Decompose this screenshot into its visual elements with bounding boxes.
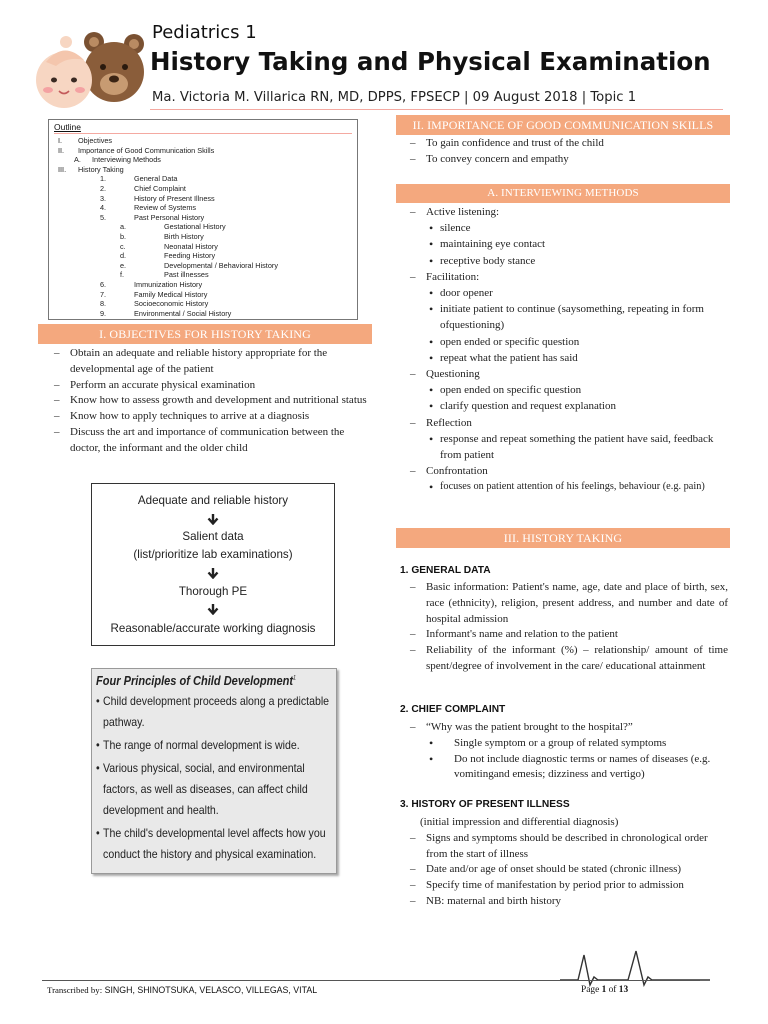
baby-and-bear-logo <box>34 28 146 114</box>
communication-banner: II. IMPORTANCE OF GOOD COMMUNICATION SKILLS <box>396 115 730 135</box>
outline-row-text: Socioeconomic History <box>134 299 209 309</box>
outline-row-number: II. <box>58 145 65 155</box>
list-item: • The child's developmental level affects how you conduct the history and physical examination. <box>96 823 331 865</box>
outline-row <box>54 146 352 156</box>
page-number <box>581 985 628 995</box>
outline-row <box>54 270 352 280</box>
list-item: – “Why was the patient brought to the hospital?” <box>404 720 728 736</box>
list-item: – Discuss the art and importance of communication between the doctor, the informant and the older child <box>48 425 370 457</box>
outline-row-number: 3. <box>100 193 107 203</box>
outline-row <box>54 155 352 165</box>
flow-step: Reasonable/accurate working diagnosis <box>110 622 316 635</box>
hpi-list <box>404 815 728 910</box>
list-item: – NB: maternal and birth history <box>404 894 728 910</box>
down-arrow-icon <box>207 514 219 525</box>
transcribed-label: Transcribed by: <box>47 985 103 995</box>
bullet-item: • receptive body stance <box>404 253 730 269</box>
outline-row-number: a. <box>120 222 127 232</box>
outline-row-text: Neonatal History <box>164 241 218 251</box>
outline-divider <box>54 133 352 134</box>
down-arrow-icon <box>207 568 219 579</box>
page-label: Page <box>581 985 600 995</box>
principles-box <box>91 668 337 874</box>
outline-row <box>54 203 352 213</box>
bullet-item: • Single symptom or a group of related symptoms <box>404 736 728 752</box>
outline-row-number: 7. <box>100 289 107 299</box>
communication-list <box>404 136 728 168</box>
list-item: – Active listening: <box>404 204 730 220</box>
objectives-banner: I. OBJECTIVES FOR HISTORY TAKING <box>38 324 372 344</box>
outline-row-number: d. <box>120 251 127 261</box>
outline-row <box>54 280 352 290</box>
outline-row <box>54 290 352 300</box>
general-data-heading: 1. GENERAL DATA <box>400 565 491 576</box>
list-item: – Confrontation <box>404 463 730 479</box>
outline-row-number: e. <box>120 260 127 270</box>
baby-icon <box>36 36 92 108</box>
outline-row-text: History Taking <box>78 164 124 174</box>
chief-complaint-heading: 2. CHIEF COMPLAINT <box>400 704 506 715</box>
list-item: • Child development proceeds along a predictable pathway. <box>96 691 331 733</box>
outline-row-number: III. <box>58 164 67 174</box>
outline-row-number: 9. <box>100 308 107 318</box>
list-item: – To gain confidence and trust of the child <box>404 136 728 152</box>
outline-row <box>54 174 352 184</box>
list-item: – Obtain an adequate and reliable history appropriate for the developmental age of the patient <box>48 346 370 378</box>
list-item: – Questioning <box>404 366 730 382</box>
outline-row <box>54 184 352 194</box>
outline-row <box>54 299 352 309</box>
list-item: – Reliability of the informant (%) – relationship/ amount of time spent/degree of involvement in the care/ educational attainment <box>404 643 728 675</box>
general-data-list <box>404 580 728 675</box>
outline-row-number: A. <box>74 155 81 165</box>
outline-row-text: Importance of Good Communication Skills <box>78 145 215 155</box>
page-of-label: of <box>608 985 617 995</box>
outline-row-number: 6. <box>100 279 107 289</box>
objectives-list <box>48 346 370 457</box>
outline-row <box>54 136 352 146</box>
bullet-item: • clarify question and request explanation <box>404 398 730 414</box>
outline-row-number: 4. <box>100 203 107 213</box>
outline-row-text: Gestational History <box>164 222 226 232</box>
outline-row-text: Review of Systems <box>134 203 197 213</box>
bullet-item: • door opener <box>404 285 730 301</box>
outline-row <box>54 194 352 204</box>
outline-row-text: History of Present Illness <box>134 193 215 203</box>
down-arrow-icon <box>207 604 219 615</box>
footer-divider <box>42 980 700 981</box>
outline-row-text: Family Medical History <box>134 289 208 299</box>
page-title: History Taking and Physical Examination <box>150 47 711 76</box>
total-pages: 13 <box>618 985 629 995</box>
hpi-heading: 3. HISTORY OF PRESENT ILLNESS <box>400 799 570 810</box>
outline-row-number: I. <box>58 136 63 145</box>
header-divider <box>150 109 723 110</box>
outline-row <box>54 222 352 232</box>
heartbeat-line-icon <box>560 947 710 987</box>
history-taking-banner: III. HISTORY TAKING <box>396 528 730 548</box>
outline-row-number: f. <box>120 270 125 280</box>
outline-row-number: c. <box>120 241 126 251</box>
list-item: – Perform an accurate physical examination <box>48 378 370 394</box>
bear-icon <box>84 32 144 102</box>
outline-row <box>54 251 352 261</box>
outline-row <box>54 261 352 271</box>
outline-row-text: Chief Complaint <box>134 183 186 193</box>
outline-row-number: b. <box>120 231 127 241</box>
outline-row-number: 8. <box>100 299 107 309</box>
transcriber-names: SINGH, SHINOTSUKA, VELASCO, VILLEGAS, VITAL <box>104 985 318 995</box>
list-item: • Various physical, social, and environmental factors, as well as diseases, can affect child development and health. <box>96 758 331 821</box>
lecturer-byline: Ma. Victoria M. Villarica RN, MD, DPPS, FPSECP | 09 August 2018 | Topic 1 <box>152 90 637 105</box>
bullet-item: • open ended on specific question <box>404 382 730 398</box>
list-item: – Signs and symptoms should be described in chronological order from the start of illness <box>404 831 728 863</box>
list-item: – Reflection <box>404 415 730 431</box>
list-item: – Specify time of manifestation by period prior to admission <box>404 878 728 894</box>
flow-step: Adequate and reliable history <box>137 494 289 507</box>
footnote-mark: 1 <box>293 675 296 682</box>
history-flowchart <box>91 483 335 646</box>
outline-row <box>54 309 352 319</box>
outline-row <box>54 242 352 252</box>
outline-row-text: Objectives <box>78 136 113 145</box>
list-item: – To convey concern and empathy <box>404 152 728 168</box>
outline-row-text: Birth History <box>164 231 204 241</box>
bullet-item: • initiate patient to continue (saysomething, repeating in form ofquestioning) <box>404 301 730 333</box>
bullet-item: • maintaining eye contact <box>404 236 730 252</box>
list-item: – Facilitation: <box>404 269 730 285</box>
bullet-item: • focuses on patient attention of his feelings, behaviour (e.g. pain) <box>404 479 730 495</box>
outline-row-text: Developmental / Behavioral History <box>164 260 278 270</box>
flow-step: Thorough PE <box>178 585 248 598</box>
outline-row-text: Past Personal History <box>134 212 205 222</box>
flow-step: Salient data <box>182 530 244 543</box>
outline-row-text: Feeding History <box>164 251 216 261</box>
principles-title <box>96 673 297 688</box>
outline-row <box>54 165 352 175</box>
outline-row-text: Past illnesses <box>164 270 209 280</box>
chief-complaint-list <box>404 720 728 783</box>
outline-row-number: 1. <box>100 174 107 184</box>
current-page: 1 <box>601 985 607 995</box>
flow-step: (list/prioritize lab examinations) <box>133 548 293 561</box>
course-subject: Pediatrics 1 <box>152 22 257 43</box>
outline-box <box>48 119 358 320</box>
list-item: – Know how to apply techniques to arrive at a diagnosis <box>48 409 370 425</box>
list-item: – Basic information: Patient's name, age, date and place of birth, sex, race (ethnicity), religion, present address, and number and date of hospital admission <box>404 580 728 627</box>
outline-row-number: 2. <box>100 183 107 193</box>
outline-row-text: Environmental / Social History <box>134 308 232 318</box>
list-item: – Date and/or age of onset should be stated (chronic illness) <box>404 862 728 878</box>
bullet-item: • open ended or specific question <box>404 334 730 350</box>
bullet-item: • repeat what the patient has said <box>404 350 730 366</box>
transcribers-credit <box>47 985 317 995</box>
outline-row-number: 5. <box>100 212 107 222</box>
bullet-item: • silence <box>404 220 730 236</box>
outline-row-text: General Data <box>134 174 178 184</box>
outline-row-text: Interviewing Methods <box>92 155 161 165</box>
list-item: – Know how to assess growth and development and nutritional status <box>48 393 370 409</box>
bullet-item: • response and repeat something the patient have said, feedback from patient <box>404 431 730 463</box>
interviewing-list <box>404 204 730 496</box>
principles-title-text: Four Principles of Child Development <box>96 673 294 688</box>
list-item: • The range of normal development is wide. <box>96 735 331 756</box>
outline-row <box>54 213 352 223</box>
outline-row <box>54 232 352 242</box>
outline-title: Outline <box>54 122 81 132</box>
list-item: – Informant's name and relation to the patient <box>404 627 728 643</box>
interviewing-banner: A. INTERVIEWING METHODS <box>396 184 730 203</box>
hpi-note: (initial impression and differential diagnosis) <box>420 816 619 828</box>
bullet-item: • Do not include diagnostic terms or names of diseases (e.g. vomitingand emesis; dizziness and vertigo) <box>404 752 728 784</box>
outline-row-text: Immunization History <box>134 279 203 289</box>
